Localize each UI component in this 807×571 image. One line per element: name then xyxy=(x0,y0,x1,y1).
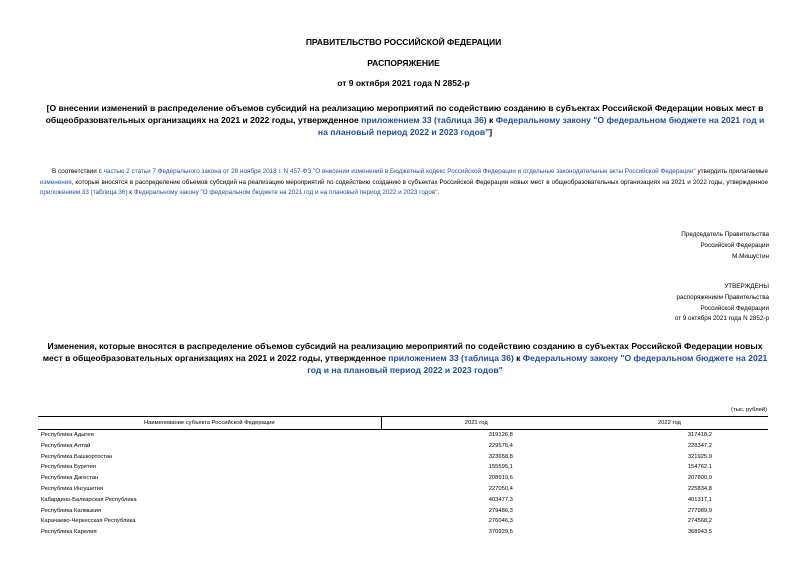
table-row xyxy=(38,462,768,473)
table-row xyxy=(38,506,768,517)
body-link-appendix[interactable]: приложением 33 (таблица 36) xyxy=(40,189,128,196)
cell-value-2021: 155595,1 xyxy=(488,464,513,471)
cell-region-name: Кабардино-Балкарская Республика xyxy=(41,496,137,503)
cell-region-name: Республика Алтай xyxy=(41,442,91,449)
cell-region-name: Республика Башкортостан xyxy=(41,453,113,460)
cell-value-2022: 228347,2 xyxy=(687,442,712,449)
cell-value-2022: 274568,2 xyxy=(687,518,712,525)
table-units: (тыс. рублей) xyxy=(731,407,767,413)
approval-line-3: Российской Федерации xyxy=(700,304,769,312)
cell-region-name: Республика Бурятия xyxy=(41,464,96,471)
cell-value-2022: 207800,9 xyxy=(687,475,712,482)
signature-position: Председатель Правительства xyxy=(681,231,769,238)
cell-value-2021: 319126,8 xyxy=(488,432,513,438)
signature-block xyxy=(569,230,769,262)
table-row xyxy=(38,473,768,484)
document-title xyxy=(40,102,770,138)
cell-region-name: Республика Калмыкия xyxy=(41,507,102,514)
table-row xyxy=(38,452,768,463)
column-header-2021: 2021 год xyxy=(381,417,571,430)
column-header-2022: 2022 год xyxy=(571,417,768,430)
cell-value-2021: 227050,4 xyxy=(488,485,513,492)
cell-value-2021: 208919,6 xyxy=(488,475,513,482)
approval-line-2: распоряжением Правительства xyxy=(676,293,769,301)
document-type: РАСПОРЯЖЕНИЕ xyxy=(367,58,440,68)
subtitle-link-federal-law[interactable]: Федеральному закону "О федеральном бюджете на 2021 год и на плановый период 2022 и 2023 годов" xyxy=(307,353,768,375)
subtitle-text-1: Изменения, которые вносятся в распределение объемов субсидий на реализацию мероприятий по содействию созданию в субъектах Российской Федерации новых мест в общеобразовательных организациях на 2021 и 2022 годы, утвержденное xyxy=(42,341,763,363)
column-header-region: Наименование субъекта Российской Федерации xyxy=(38,417,381,430)
subtitle-text-2: к xyxy=(513,353,523,363)
cell-value-2021: 323658,8 xyxy=(488,453,513,460)
subtitle-link-appendix[interactable]: приложением 33 (таблица 36) xyxy=(388,353,514,363)
approval-title: УТВЕРЖДЕНЫ xyxy=(724,283,769,290)
title-link-appendix[interactable]: приложением 33 (таблица 36) xyxy=(361,115,487,125)
title-link-federal-law[interactable]: Федеральному закону "О федеральном бюджете на 2021 год и на плановый период 2022 и 2023 годов" xyxy=(317,115,765,137)
cell-value-2022: 401317,1 xyxy=(687,496,712,503)
body-link-changes[interactable]: изменения xyxy=(40,178,72,186)
approval-block xyxy=(569,282,769,325)
cell-region-name: Республика Карелия xyxy=(41,529,97,536)
body-text-2: утвердить прилагаемые xyxy=(695,168,768,175)
signature-organization: Российской Федерации xyxy=(700,241,769,249)
cell-value-2022: 225834,8 xyxy=(687,485,712,492)
changes-heading xyxy=(40,340,770,376)
cell-region-name: Республика Адыгея xyxy=(41,432,94,438)
title-text-3: ] xyxy=(489,127,493,137)
cell-value-2022: 321925,9 xyxy=(687,453,712,460)
document-date-number: от 9 октября 2021 года N 2852-р xyxy=(337,78,470,88)
cell-value-2022: 368943,5 xyxy=(687,529,712,536)
approval-date: от 9 октября 2021 года N 2852-р xyxy=(674,315,769,323)
body-text-3: , которые вносятся в распределение объемов субсидий на реализацию мероприятий по содействию созданию в субъектах Российской Федерации новых мест в общеобразовательных организациях на 2021 и 2022 годы, утвержденное xyxy=(71,178,768,186)
body-paragraph xyxy=(40,167,768,199)
body-text-1: В соответствии с xyxy=(52,168,104,175)
title-text-2: к xyxy=(486,115,496,125)
cell-value-2022: 154762,1 xyxy=(687,464,712,471)
table-header-row xyxy=(38,417,768,430)
table-row xyxy=(38,527,768,538)
cell-value-2022: 277989,9 xyxy=(687,507,712,514)
body-link-law-457[interactable]: частью 2 статьи 7 Федерального закона от 28 ноября 2018 г. N 457-ФЗ "О внесении изменений в Бюджетный кодекс Российской Федерации и отдельные законодательные акты Российской Федерации" xyxy=(103,168,696,175)
cell-region-name: Карачаево-Черкесская Республика xyxy=(41,518,136,525)
cell-value-2021: 229576,4 xyxy=(488,442,513,449)
table-row xyxy=(38,430,768,441)
table-row xyxy=(38,495,768,506)
title-text-1: [О внесении изменений в распределение объемов субсидий на реализацию мероприятий по содействию созданию в субъектах Российской Федерации новых мест в общеобразовательных организациях на 2021 и 2022 годы, утвержденное xyxy=(45,103,764,125)
cell-value-2021: 276046,3 xyxy=(488,518,513,525)
subsidy-table xyxy=(38,416,768,538)
body-link-federal-law[interactable]: Федеральному закону "О федеральном бюджете на 2021 год и на плановый период 2022 и 2023 годов" xyxy=(133,189,438,196)
table-row xyxy=(38,441,768,452)
cell-value-2021: 403477,3 xyxy=(488,496,513,503)
cell-value-2021: 370929,5 xyxy=(488,529,513,536)
body-text-4: к xyxy=(127,189,134,196)
cell-value-2022: 317418,2 xyxy=(687,432,712,438)
table-row xyxy=(38,484,768,495)
signature-name: М.Мишустин xyxy=(732,252,769,260)
body-text-5: . xyxy=(437,189,440,196)
government-heading: ПРАВИТЕЛЬСТВО РОССИЙСКОЙ ФЕДЕРАЦИИ xyxy=(305,37,502,47)
cell-region-name: Республика Дагестан xyxy=(41,475,99,482)
table-body xyxy=(38,430,768,538)
cell-value-2021: 279486,3 xyxy=(488,507,513,514)
table-row xyxy=(38,516,768,527)
cell-region-name: Республика Ингушетия xyxy=(41,485,104,492)
